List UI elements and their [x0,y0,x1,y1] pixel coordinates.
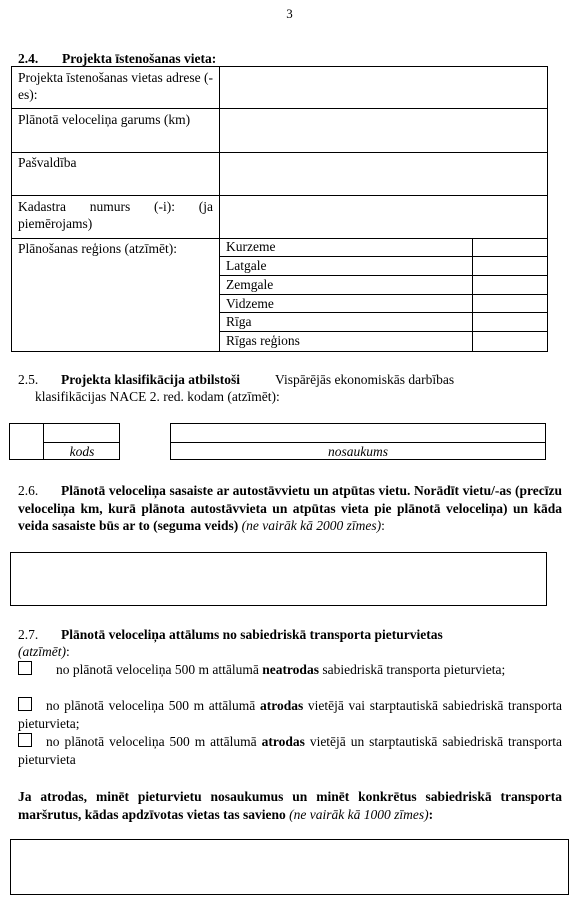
option-2-text-a: no plānotā veloceliņa 500 m attālumā [46,698,260,713]
followup-bold-text: Ja atrodas, minēt pieturvietu nosaukumus un minēt konkrētus sabiedriskā transporta maršrutus, kādas apdzīvotas vietas tas savieno [18,789,562,822]
option-2-text-c: vietējā vai starptautiskā sabiedriskā transporta pieturvieta; [18,698,562,731]
section-2-7-note [18,643,70,660]
option-vieteja-vai-text [18,697,562,732]
section-2-6-colon: : [381,518,385,533]
followup-limit: (ne vairāk kā 1000 zīmes) [289,806,429,822]
region-latgale-label: Latgale [226,258,267,273]
region-kurzeme-mark[interactable] [473,239,547,256]
option-2-text-b: atrodas [259,698,304,713]
region-zemgale-label: Zemgale [226,277,274,292]
followup-instructions [18,788,562,823]
cadastre-number-field[interactable] [220,196,547,238]
option-1-text-b: neatrodas [262,662,319,677]
region-latgale-mark[interactable] [473,257,547,275]
section-2-5-text-1: Vispārējās ekonomiskās darbības [275,372,455,387]
address-field[interactable] [220,67,547,108]
region-vidzeme-label: Vidzeme [226,296,274,311]
option-vieteja-un-text [18,733,562,768]
nace-code-box [9,423,120,460]
option-3-text-c: vietējā un starptautiskā sabiedriskā transporta pieturvieta [18,734,563,767]
nace-code-caption: kods [69,444,95,459]
nace-code-field[interactable] [44,424,119,442]
region-riga-mark[interactable] [473,313,547,331]
section-2-7-note-text: (atzīmēt) [18,644,66,659]
nace-name-caption: nosaukums [328,444,388,459]
option-neatrodas-text [18,661,562,679]
section-2-5-text-2: klasifikācijas NACE 2. red. kodam (atzīmēt): [35,389,280,404]
region-kurzeme-label: Kurzeme [226,239,276,254]
region-riga-label: Rīga [226,314,252,329]
section-2-6-number: 2.6. [18,483,39,498]
section-2-5-number: 2.5. [18,372,39,387]
address-label: Projekta īstenošanas vietas adrese (-es): [18,70,213,102]
section-2-7-number: 2.7. [18,627,39,642]
followup-colon: : [428,806,434,822]
section-2-6-bold-text: Plānotā veloceliņa sasaiste ar autostāvvietu un atpūtas vietu. Norādīt vietu/-as (precīzu veloceliņa km, kurā plānota autostāvvieta un atpūtas vieta pie plānotā veloceliņa) un kāda veida sasaiste būs ar to (seguma veids) [18,483,562,533]
section-2-7-title: Plānotā veloceliņa attālums no sabiedriskā transporta pieturvietas [61,627,443,642]
section-2-6-limit: (ne vairāk kā 2000 zīmes) [241,518,382,533]
region-rigas-regions-label: Rīgas reģions [226,333,300,348]
section-2-4-title: Projekta īstenošanas vieta: [62,51,217,66]
option-1-text-a: no plānotā veloceliņa 500 m attālumā [56,662,263,677]
bikeway-length-label: Plānotā veloceliņa garums (km) [18,112,191,127]
project-location-table [11,66,548,352]
section-2-4-number: 2.4. [18,51,39,66]
page-number: 3 [286,6,293,21]
parking-link-field[interactable] [10,552,547,606]
municipality-field[interactable] [220,153,547,195]
region-zemgale-mark[interactable] [473,276,547,294]
cadastre-number-label: Kadastra numurs (-i): (ja piemērojams) [18,199,213,231]
section-2-5-title: Projekta klasifikācija atbilstoši [61,372,241,387]
option-1-text-c: sabiedriskā transporta pieturvieta; [318,662,506,677]
transport-routes-field[interactable] [10,839,569,895]
option-3-text-a: no plānotā veloceliņa 500 m attālumā [46,734,262,749]
section-2-7-note-colon: : [66,644,70,659]
region-vidzeme-mark[interactable] [473,295,547,312]
section-2-6-text [18,482,562,535]
option-3-text-b: atrodas [261,734,305,749]
bikeway-length-field[interactable] [220,109,547,152]
municipality-label: Pašvaldība [18,155,77,170]
nace-name-field[interactable] [171,424,545,442]
planning-region-label: Plānošanas reģions (atzīmēt): [18,241,177,256]
region-rigas-regions-mark[interactable] [473,332,547,351]
nace-name-box [170,423,546,460]
